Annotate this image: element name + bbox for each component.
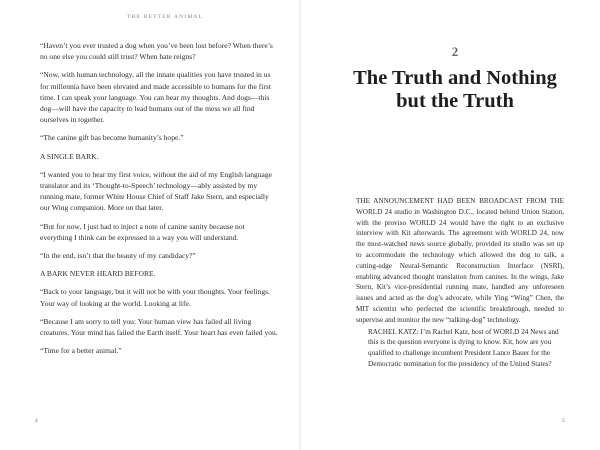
left-page-number: 4 — [35, 418, 38, 424]
chapter-title: The Truth and Nothing but the Truth — [353, 67, 557, 112]
dialogue-paragraph: RACHEL KATZ: I’m Rachel Katz, host of WORLD 24 News and this is the question everyone is dying to know. Kit, how are you qualified to challenge incumbent President Lance Bauer for the Democratic nomination for the presidency of the United States? — [368, 327, 559, 368]
lead-small-caps: THE ANNOUNCEMENT HAD BEEN BROADCAST FROM THE — [356, 197, 564, 205]
paragraph: A SINGLE BARK. — [40, 151, 99, 161]
paragraph: “Now, with human technology, all the innate qualities you have trusted in us for millennia have been elevated and made accessible to humans for the first time. I can speak your language. You can hear my thoughts. And dogs—this dog—will have the capacity to lead humans out of the mess we all find ourselves in together. — [40, 70, 271, 125]
paragraph: “I wanted you to hear my first voice, without the aid of my English language translator and its ‘Thought-to-Speech’ technology—ably assisted by my running mate, former White House Chief of Staff Jake Stern, and especially our Wing companion. More on that later. — [40, 169, 273, 213]
paragraph: “Time for a better animal.” — [40, 346, 122, 356]
running-head: THE BETTER ANIMAL — [126, 14, 204, 20]
page-gutter — [299, 0, 301, 450]
paragraph: “Because I am sorry to tell you: Your human view has failed all living creatures. Your mind has failed the Earth itself. Your heart has even failed you. — [40, 316, 278, 338]
right-page-body — [356, 196, 564, 370]
opening-paragraph — [356, 196, 564, 326]
paragraph: “But for now, I just had to inject a note of canine sanity because not everything I think can be expressed in a way you will understand. — [40, 221, 245, 242]
paragraph: “Back to your language, but it will not be with your thoughts. Your feelings. Your way of looking at the world. Looking at life. — [40, 287, 270, 308]
paragraph: A BARK NEVER HEARD BEFORE. — [40, 269, 156, 279]
paragraph: “In the end, isn’t that the beauty of my candidacy?” — [40, 251, 196, 261]
right-page-number: 5 — [562, 418, 565, 424]
chapter-number: 2 — [451, 44, 459, 59]
opening-paragraph-text: WORLD 24 studio in Washington D.C., located behind Union Station, with the proviso WORLD 24 would have the right to an exclusive interview with Kit afterwards. The agreement with WORLD 24, now the most-watched news source globally, provided its studio was set up to accommodate the technology which allowed the dog to talk, a cutting-edge Neural-Semantic Reconstruction Interface (NSRI), enabling advanced thought translation from canines. In the wings, Jake Stern, Kit’s vice-presidential running mate, handled any unforeseen issues and acted as the dog’s advocate, while Ying “Wing” Chen, the MIT scientist who perfected the scientific breakthrough, needed to supervise and monitor the new “talking-dog” technology. — [356, 207, 564, 324]
paragraph: “Haven’t you ever trusted a dog when you’ve been lost before? When there’s no one else you could still trust? When hate reigns? — [40, 41, 273, 62]
left-page-body — [40, 40, 278, 363]
paragraph: “The canine gift has become humanity’s hope.” — [40, 133, 184, 143]
